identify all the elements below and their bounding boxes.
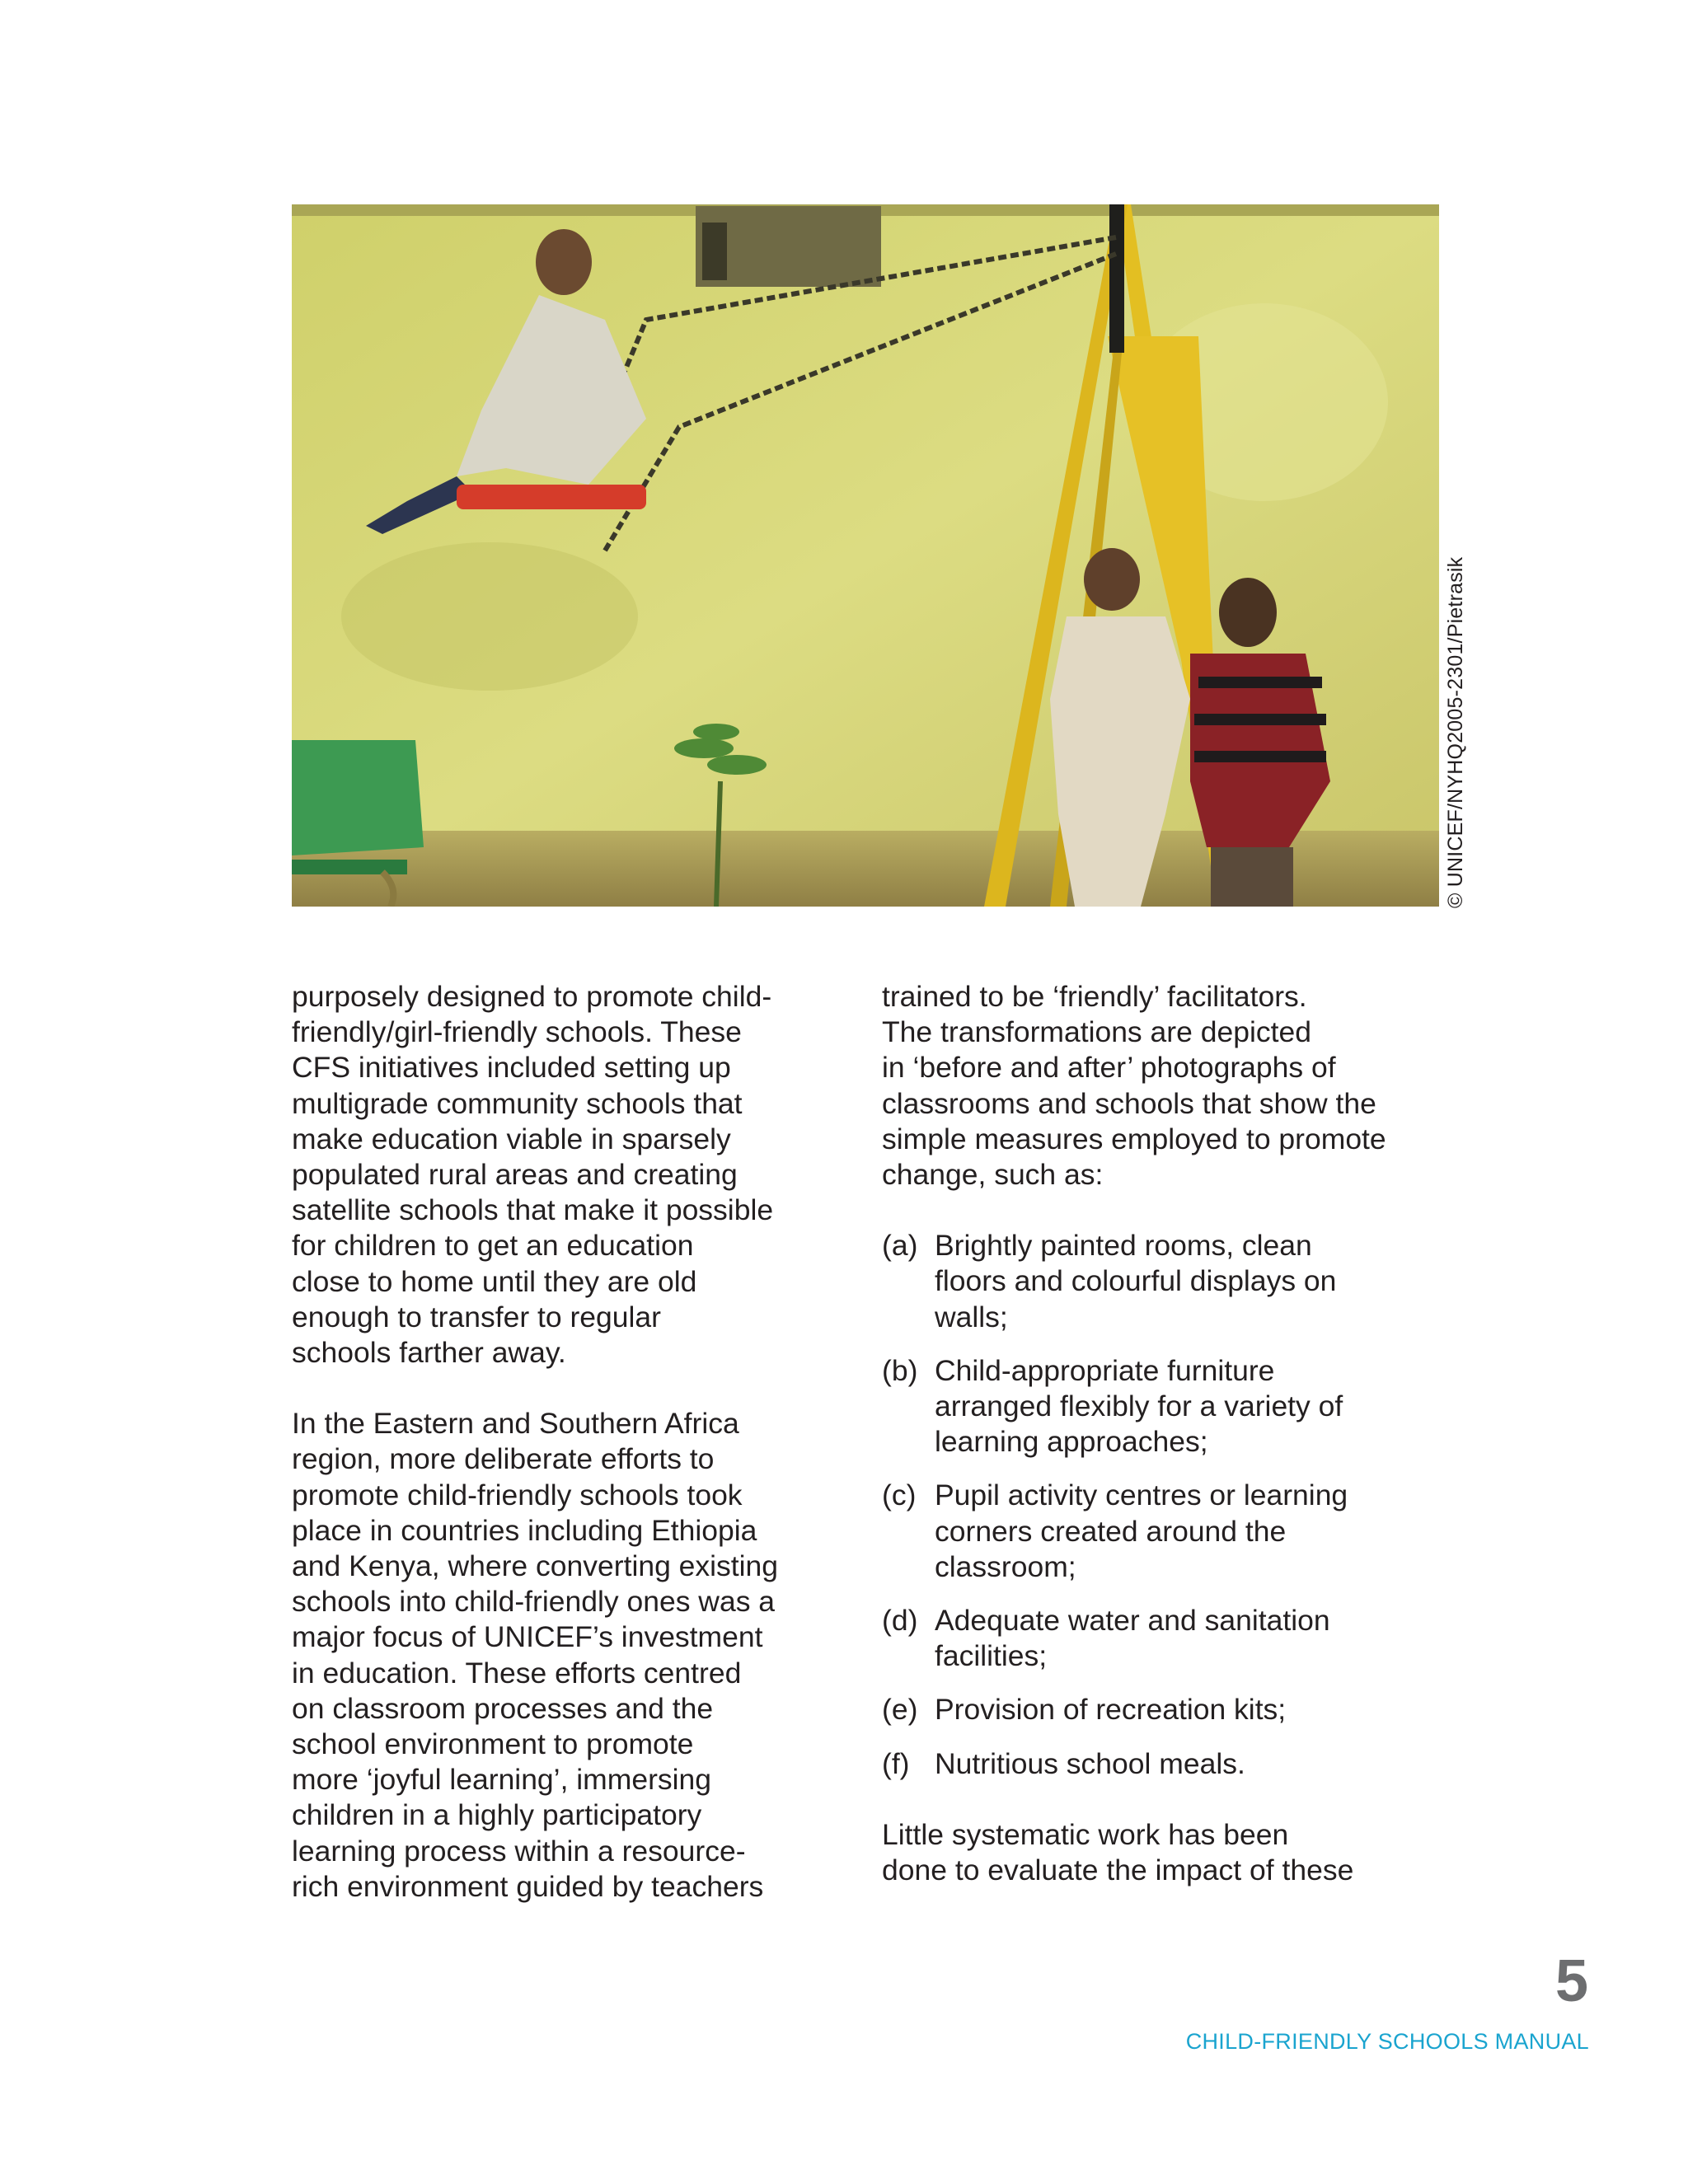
text-line: CFS initiatives included setting up <box>292 1051 731 1085</box>
text-line: schools farther away. <box>292 1336 566 1370</box>
running-title: CHILD-FRIENDLY SCHOOLS MANUAL <box>1185 2029 1589 2054</box>
text-line: close to home until they are old <box>292 1264 697 1298</box>
right-intro-paragraph <box>882 979 1459 1193</box>
text-line: major focus of UNICEF’s investment <box>292 1620 763 1654</box>
list-marker: (b) <box>882 1353 918 1387</box>
list-marker: (e) <box>882 1693 918 1727</box>
text-line: change, such as: <box>882 1158 1104 1192</box>
list-text <box>935 1603 1459 1674</box>
left-paragraph-2 <box>292 1406 836 1905</box>
list-text <box>935 1228 1459 1335</box>
boy-legs <box>1211 847 1293 907</box>
right-column <box>882 979 1459 1888</box>
list-marker: (f) <box>882 1746 910 1780</box>
left-column <box>292 979 836 1905</box>
swinging-girl-head <box>536 229 592 295</box>
text-line: rich environment guided by teachers <box>292 1869 764 1903</box>
text-line: classroom; <box>935 1549 1076 1583</box>
right-closing-paragraph <box>882 1817 1459 1888</box>
text-line: Brightly painted rooms, clean <box>935 1229 1312 1263</box>
text-line: Little systematic work has been <box>882 1817 1289 1851</box>
text-line: classrooms and schools that show the <box>882 1086 1376 1120</box>
text-line: populated rural areas and creating <box>292 1158 738 1192</box>
text-line: learning process within a resource- <box>292 1834 746 1868</box>
green-chair-seat <box>292 860 407 874</box>
list-item <box>882 1746 1459 1782</box>
list-text <box>935 1692 1459 1727</box>
text-line: purposely designed to promote child- <box>292 980 772 1013</box>
text-line: Pupil activity centres or learning <box>935 1479 1348 1512</box>
text-line: In the Eastern and Southern Africa <box>292 1407 739 1441</box>
green-chair <box>292 740 424 855</box>
text-line: simple measures employed to promote <box>882 1122 1386 1155</box>
list-text <box>935 1353 1459 1460</box>
text-line: done to evaluate the impact of these <box>882 1854 1354 1887</box>
list-item <box>882 1478 1459 1585</box>
list-item <box>882 1603 1459 1674</box>
text-line: floors and colourful displays on <box>935 1264 1337 1298</box>
text-line: in ‘before and after’ photographs of <box>882 1051 1336 1085</box>
text-line: enough to transfer to regular <box>292 1300 661 1333</box>
text-line: walls; <box>935 1300 1008 1333</box>
list-item <box>882 1228 1459 1335</box>
text-line: promote child-friendly schools took <box>292 1478 743 1511</box>
text-line: The transformations are depicted <box>882 1015 1311 1049</box>
text-line: school environment to promote <box>292 1727 694 1761</box>
list-text <box>935 1478 1459 1585</box>
text-line: trained to be ‘friendly’ facilitators. <box>882 980 1307 1013</box>
text-line: place in countries including Ethiopia <box>292 1513 757 1547</box>
text-line: more ‘joyful learning’, immersing <box>292 1763 712 1797</box>
text-line: Child-appropriate furniture <box>935 1353 1275 1387</box>
text-line: and Kenya, where converting existing <box>292 1549 779 1583</box>
swing-seat <box>457 485 646 509</box>
text-line: region, more deliberate efforts to <box>292 1442 715 1476</box>
list-item <box>882 1353 1459 1460</box>
swing-photo-illustration <box>292 204 1439 907</box>
standing-girl-head <box>1084 548 1140 611</box>
text-line: multigrade community schools that <box>292 1086 743 1120</box>
measures-list <box>882 1228 1459 1782</box>
list-marker: (d) <box>882 1604 918 1638</box>
text-line: learning approaches; <box>935 1425 1208 1459</box>
text-line: facilities; <box>935 1639 1048 1673</box>
text-line: Adequate water and sanitation <box>935 1604 1330 1638</box>
text-line: children in a highly participatory <box>292 1798 702 1832</box>
text-line: Nutritious school meals. <box>935 1746 1245 1780</box>
text-line: satellite schools that make it possible <box>292 1193 774 1227</box>
page-number: 5 <box>1554 1948 1588 2014</box>
text-line: make education viable in sparsely <box>292 1122 731 1155</box>
wall-stain <box>341 542 638 691</box>
text-line: in education. These efforts centred <box>292 1656 742 1690</box>
list-text <box>935 1746 1459 1782</box>
text-line: schools into child-friendly ones was a <box>292 1585 776 1619</box>
text-line: corners created around the <box>935 1514 1287 1548</box>
photo-credit-text: © UNICEF/NYHQ2005-2301/Pietrasik <box>1444 556 1467 908</box>
boy-head <box>1219 578 1277 647</box>
text-line: for children to get an education <box>292 1229 694 1263</box>
swing-photo <box>292 204 1439 907</box>
text-line: friendly/girl-friendly schools. These <box>292 1015 742 1049</box>
list-marker: (c) <box>882 1479 917 1512</box>
window-opening <box>702 223 727 280</box>
list-item <box>882 1692 1459 1727</box>
text-line: on classroom processes and the <box>292 1691 714 1725</box>
text-line: arranged flexibly for a variety of <box>935 1390 1343 1423</box>
text-line: Provision of recreation kits; <box>935 1693 1287 1727</box>
left-paragraph-1 <box>292 979 836 1371</box>
list-marker: (a) <box>882 1229 918 1263</box>
swing-pole <box>1109 204 1124 353</box>
